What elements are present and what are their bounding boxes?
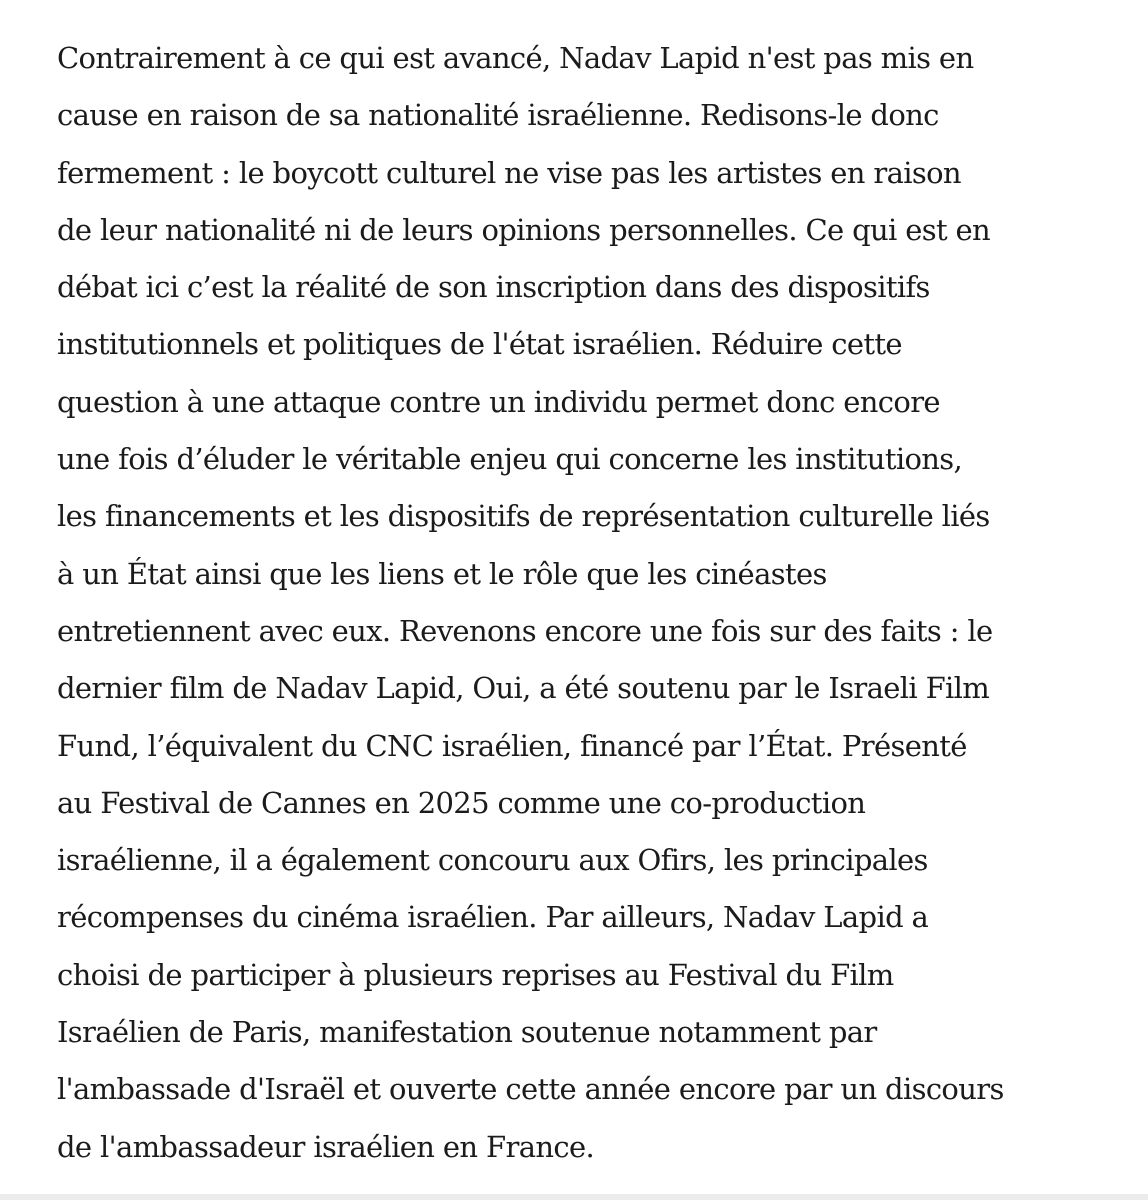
paragraph-line: dernier film de Nadav Lapid, Oui, a été soutenu par le Israeli Film: [57, 671, 990, 706]
paragraph-line: débat ici c’est la réalité de son inscription dans des dispositifs: [57, 270, 930, 305]
paragraph-line: israélienne, il a également concouru aux Ofirs, les principales: [57, 843, 928, 878]
paragraph-line: institutionnels et politiques de l'état israélien. Réduire cette: [57, 327, 902, 362]
paragraph-line: de l'ambassadeur israélien en France.: [57, 1129, 595, 1164]
paragraph-line: entretiennent avec eux. Revenons encore une fois sur des faits : le: [57, 613, 993, 648]
paragraph-line: fermement : le boycott culturel ne vise pas les artistes en raison: [57, 155, 961, 190]
paragraph-line: à un État ainsi que les liens et le rôle que les cinéastes: [57, 556, 827, 591]
paragraph-line: au Festival de Cannes en 2025 comme une co-production: [57, 785, 866, 820]
paragraph-line: Contrairement à ce qui est avancé, Nadav Lapid n'est pas mis en: [57, 41, 974, 75]
article-paragraph: [57, 30, 1107, 1176]
paragraph-line: l'ambassade d'Israël et ouverte cette année encore par un discours: [57, 1072, 1004, 1107]
paragraph-line: Israélien de Paris, manifestation soutenue notamment par: [57, 1015, 877, 1050]
paragraph-line: de leur nationalité ni de leurs opinions personnelles. Ce qui est en: [57, 212, 991, 247]
paragraph-line: choisi de participer à plusieurs reprises au Festival du Film: [57, 957, 894, 992]
paragraph-line: cause en raison de sa nationalité israélienne. Redisons-le donc: [57, 98, 939, 133]
paragraph-line: Fund, l’équivalent du CNC israélien, financé par l’État. Présenté: [57, 728, 967, 763]
paragraph-line: récompenses du cinéma israélien. Par ailleurs, Nadav Lapid a: [57, 900, 929, 935]
paragraph-line: une fois d’éluder le véritable enjeu qui concerne les institutions,: [57, 442, 963, 477]
paragraph-line: question à une attaque contre un individu permet donc encore: [57, 384, 940, 419]
paragraph-line: les financements et les dispositifs de représentation culturelle liés: [57, 499, 990, 534]
bottom-divider: [0, 1194, 1148, 1200]
